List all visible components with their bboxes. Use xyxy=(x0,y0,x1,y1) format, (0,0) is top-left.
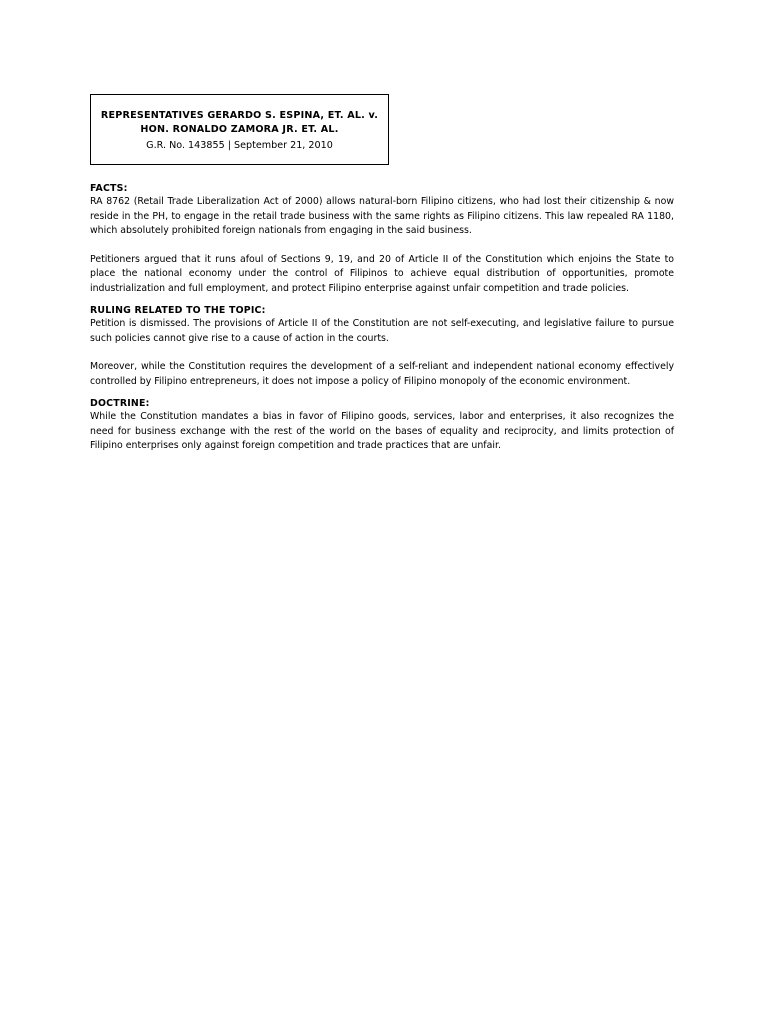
case-title-line-2: HON. RONALDO ZAMORA JR. ET. AL. xyxy=(140,124,339,135)
spacer xyxy=(90,389,674,397)
case-title-line-1: REPRESENTATIVES GERARDO S. ESPINA, ET. AL. v. xyxy=(100,110,379,121)
facts-heading: FACTS: xyxy=(90,183,128,194)
spacer xyxy=(90,239,674,253)
doctrine-heading: DOCTRINE: xyxy=(90,398,150,409)
spacer xyxy=(90,346,674,360)
facts-paragraph-2: Petitioners argued that it runs afoul of Sections 9, 19, and 20 of Article II of the Constitution which enjoins the State to place the national economy under the control of Filipinos to achieve equal distribution of opportunities, promote industrialization and full employment, and protect Filipino enterprise against unfair competition and trade policies. xyxy=(90,253,674,294)
ruling-paragraph-2: Moreover, while the Constitution requires the development of a self-reliant and independent national economy effectively controlled by Filipino entrepreneurs, it does not impose a policy of Filipino monopoly of the economic environment. xyxy=(90,361,674,387)
facts-paragraph-1: RA 8762 (Retail Trade Liberalization Act of 2000) allows natural-born Filipino citizens, who had lost their citizenship & now reside in the PH, to engage in the retail trade business with the same rights as Filipino citizens. This law repealed RA 1180, which absolutely prohibited foreign nationals from engaging in the said business. xyxy=(90,196,674,236)
ruling-paragraph-1: Petition is dismissed. The provisions of Article II of the Constitution are not self-executing, and legislative failure to pursue such policies cannot give rise to a cause of action in the courts. xyxy=(90,318,674,344)
case-citation: G.R. No. 143855 | September 21, 2010 xyxy=(146,140,333,151)
ruling-heading: RULING RELATED TO THE TOPIC: xyxy=(90,305,266,316)
document-body xyxy=(90,182,674,454)
spacer xyxy=(90,296,674,304)
doctrine-paragraph-1: While the Constitution mandates a bias in favor of Filipino goods, services, labor and enterprises, it also recognizes the need for business exchange with the rest of the world on the bases of equality and reciprocity, and limits protection of Filipino enterprises only against foreign competition and trade practices that are unfair. xyxy=(90,411,674,451)
case-title-box xyxy=(90,94,389,165)
